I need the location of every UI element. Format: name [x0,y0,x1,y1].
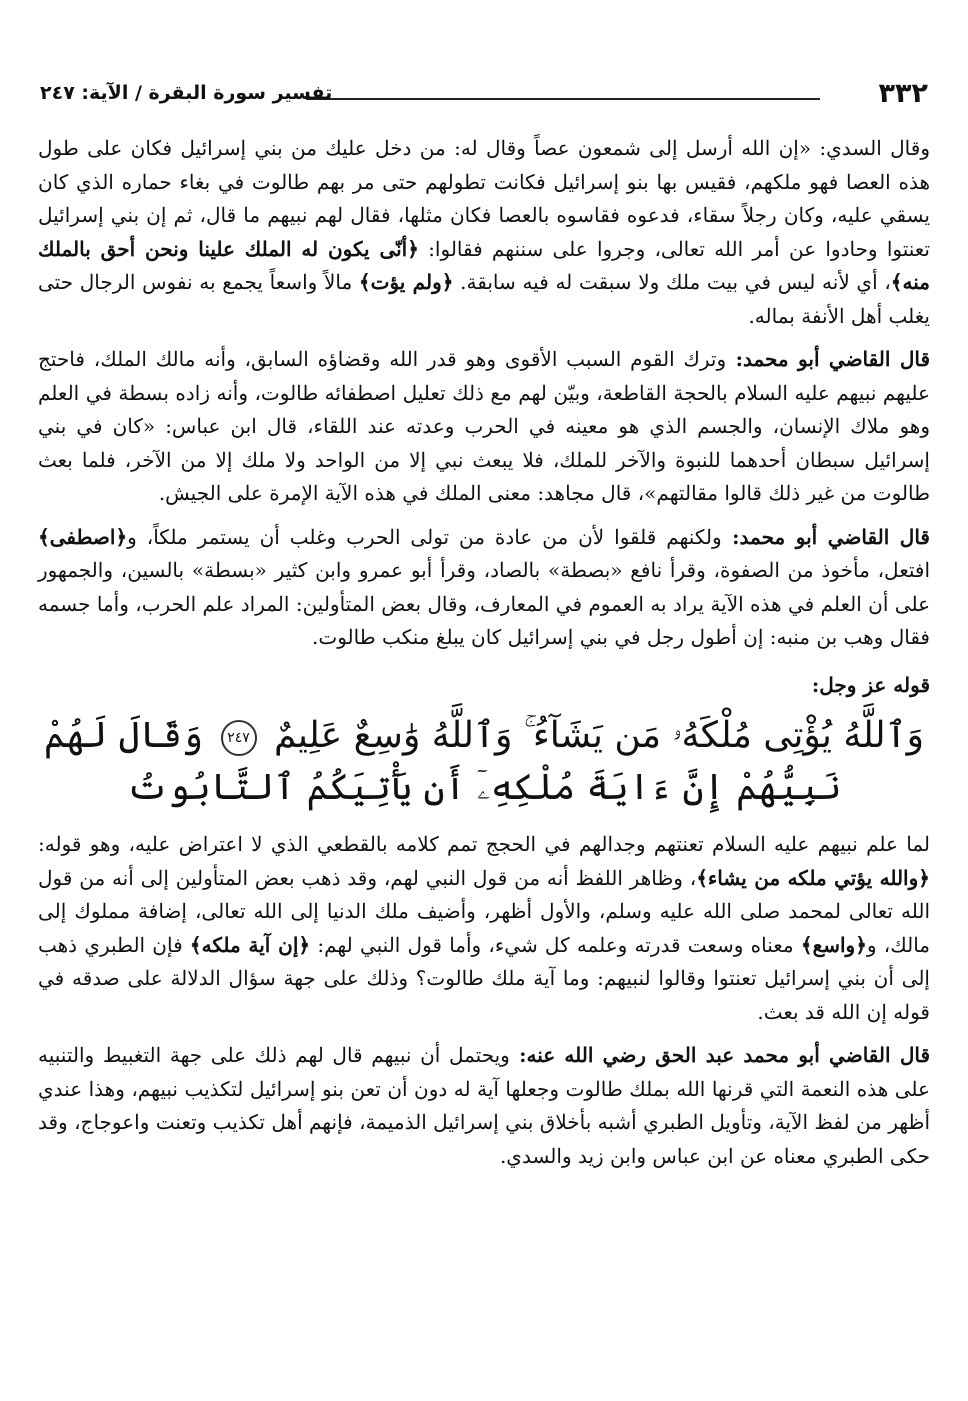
header-rule [306,98,820,100]
page-number: ٣٣٢ [878,78,928,109]
paragraph [38,1039,930,1173]
bold-phrase: ﴿والله يؤتي ملكه من يشاء﴾ [696,865,930,890]
text-run: لما علم نبيهم عليه السلام تعنتهم وجدالهم في الحجج تمم كلامه بالقطعي الذي لا اعتراض عليه، وهو قوله: [38,832,930,856]
text-run: معناه وسعت قدرته وعلمه كل شيء، وأما قول النبي لهم: [310,932,801,957]
verse-part-2: وَقَالَ لَهُمْ نَبِيُّهُمْ إِنَّ ءَايَةَ مُلْكِهِۦٓ أَن يَأْتِيَكُمُ ٱلتَّابُوتُ [43,715,842,808]
text-run: ، أي لأنه ليس في بيت ملك ولا سبقت له فيه سابقة. [453,270,891,294]
commentary-block-1 [38,132,930,655]
page-body [38,132,930,1173]
bold-phrase: ﴿أنّى يكون له الملك علينا ونحن أحق بالملك منه﴾ [38,236,930,294]
paragraph [38,521,930,655]
paragraph [38,132,930,333]
text-run: وترك القوم السبب الأقوى وهو قدر الله وقضاؤه السابق، وأنه مالك الملك، فاحتج عليهم نبيهم عليه السلام بالحجة القاطعة، وبيّن لهم مع ذلك تعليل اصطفائه طالوت، وأنه زاده بسطة في العلم وهو ملاك الإنسان، والجسم الذي هو معينه في الحرب وعدته عند اللقاء، قال ابن عباس: «كان في بني إسرائيل سبطان أحدهما للنبوة والآخر للملك، فلا يبعث نبي إلا من الواحد ولا ملك إلا من الآخر، فلما بعث طالوت من غير ذلك قالوا مقالتهم»، قال مجاهد: معنى الملك في هذه الآية الإمرة على الجيش. [38,347,930,505]
text-run: ، وظاهر اللفظ أنه من قول النبي لهم، وقد ذهب بعض المتأولين إلى أنه من قول الله تعالى لمحمد صلى الله عليه وسلم، والأول أظهر، وأضيف ملك الدنيا إلى الله تعالى، إضافة مملوك إلى مالك، و [38,865,931,957]
bold-phrase: ﴿إن آية ملكه﴾ [189,932,311,957]
paragraph [38,828,930,1029]
text-run: افتعل، مأخوذ من الصفوة، وقرأ نافع «بصطة» بالصاد، وقرأ أبو عمرو وابن كثير «بسطة» بالسين، والجمهور على أن العلم في هذه الآية يراد به العموم في المعارف، وقال بعض المتأولين: المراد علم الحرب، وأما جسمه فقال وهب بن منبه: إن أطول رجل في بني إسرائيل كان يبلغ منكب طالوت. [38,558,930,649]
text-run: وقال السدي: «إن الله أرسل إلى شمعون عصاً وقال له: من دخل عليك من بني إسرائيل فكان على طول هذه العصا فهو ملكهم، فقيس بها بنو إسرائيل فكانت تطولهم حتى مر بهم طالوت في بغاء حماره الذي كان يسقي عليه، وكان رجلاً سقاء، فدعوه فقاسوه بالعصا فكان مثلها، فقال لهم نبيهم ما قال، ثم إن بني إسرائيل تعنتوا وحادوا عن أمر الله تعالى، وجروا على سننهم فقالوا: [38,136,930,261]
paragraph [38,343,930,511]
text-run: مالاً واسعاً يجمع به نفوس الرجال حتى يغلب أهل الأنفة بماله. [38,270,930,328]
text-run: فإن الطبري ذهب إلى أن بني إسرائيل تعنتوا وقالوا لنبيهم: وما آية ملك طالوت؟ وذلك على جهة سؤال الدلالة على صدقه في قوله إن الله قد بعث. [38,932,930,1024]
bold-phrase: قال القاضي أبو محمد: [726,347,931,371]
text-run: ويحتمل أن نبيهم قال لهم ذلك على جهة التغبيط والتنبيه على هذه النعمة التي قرنها الله بملك طالوت وجعلها آية له دون أن تعن بنو إسرائيل لتكذيب نبيهم، وهذا عندي أظهر من لفظ الآية، وتأويل الطبري أشبه بأخلاق بني إسرائيل الذميمة، فإنهم أهل تكذيب وتعنت واعوجاج، وقد حكى الطبري معناه عن ابن عباس وابن زيد والسدي. [38,1043,930,1168]
bold-phrase: ﴿ولم يؤت﴾ [358,270,454,294]
text-run: ولكنهم قلقوا لأن من عادة من تولى الحرب وغلب أن يستمر ملكاً، و [127,524,722,549]
bold-phrase: قال القاضي أبو محمد عبد الحق رضي الله عنه: [509,1043,931,1067]
bold-phrase: قال القاضي أبو محمد: [721,524,930,549]
bold-phrase: ﴿واسع﴾ [800,932,867,957]
commentary-block-2 [38,828,930,1173]
page-header [36,72,932,112]
verse-lead-in: قوله عز وجل: [811,672,930,697]
running-title: تفسير سورة البقرة / الآية: ٢٤٧ [40,82,333,104]
ayah-number-marker: ٢٤٧ [221,720,257,756]
quran-verse [38,710,930,814]
verse-part-1: وَٱللَّهُ يُؤْتِى مُلْكَهُۥ مَن يَشَآءُ ۚ وَٱللَّهُ وَٰسِعٌ عَلِيمٌ [273,715,925,756]
bold-phrase: ﴿اصطفى﴾ [38,524,128,549]
